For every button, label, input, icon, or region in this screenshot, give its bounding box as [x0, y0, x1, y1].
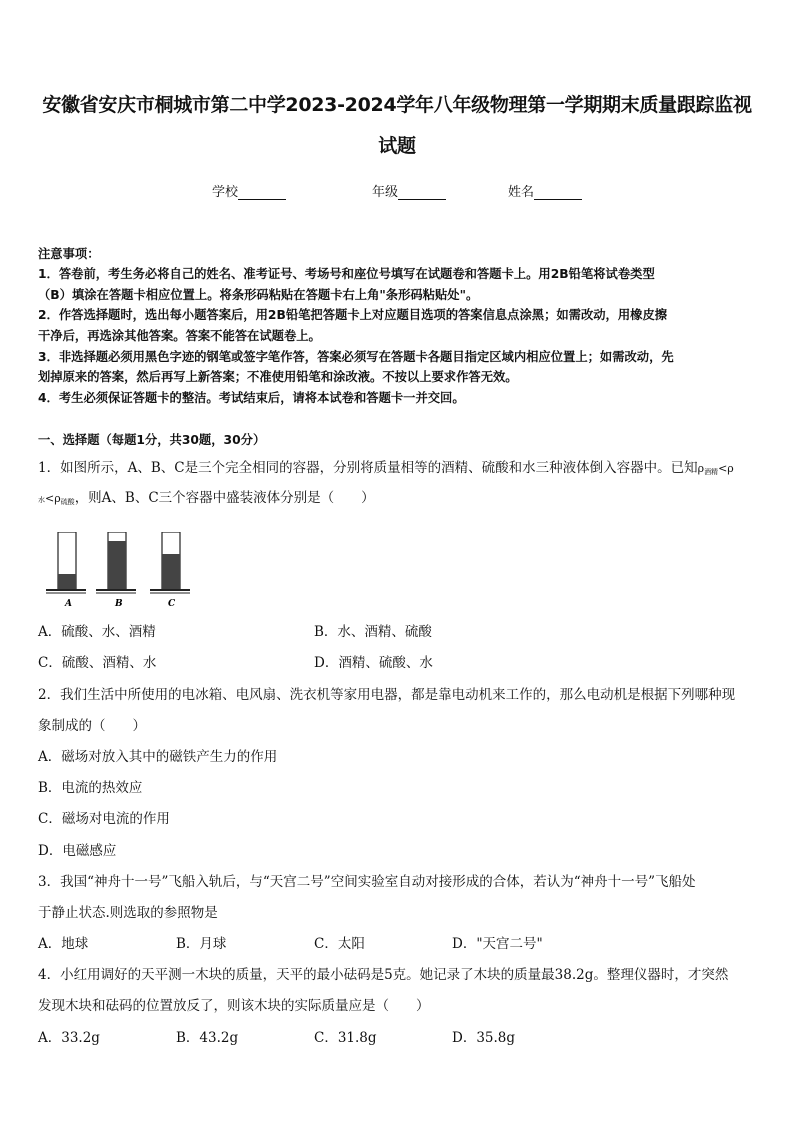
question-2-line1: 2．我们生活中所使用的电冰箱、电风扇、洗衣机等家用电器，都是靠电动机来工作的，那么电动机是根据下列哪种现 [38, 687, 736, 703]
containers-figure [40, 532, 200, 610]
question-1-option-a[interactable]: A．硫酸、水、酒精 [38, 624, 156, 640]
container-a [46, 532, 86, 609]
rho-symbol: ρ [697, 462, 705, 475]
question-1-line1 [38, 458, 758, 482]
question-1-option-d[interactable]: D．酒精、硫酸、水 [314, 655, 433, 671]
question-2-option-a[interactable]: A．磁场对放入其中的磁铁产生力的作用 [38, 749, 278, 765]
question-4-line2: 发现木块和砝码的位置放反了，则该木块的实际质量应是（ ） [38, 998, 430, 1014]
name-label: 姓名 [508, 185, 535, 200]
question-1-option-b[interactable]: B．水、酒精、硫酸 [314, 624, 432, 640]
question-1-text-end: ，则A、B、C三个容器中盛装液体分别是（ ） [74, 490, 375, 506]
rho-subscript-alcohol: 酒精 [704, 468, 719, 476]
less-than-rho: <ρ [45, 492, 61, 505]
question-4-option-b[interactable]: B．43.2g [176, 1030, 239, 1046]
section-heading: 一、选择题（每题1分，共30题，30分） [38, 433, 266, 447]
school-blank[interactable] [238, 185, 286, 200]
question-2-line2: 象制成的（ ） [38, 718, 146, 734]
label-b: B [115, 599, 123, 609]
question-4-line1: 4．小红用调好的天平测一木块的质量，天平的最小砝码是5克。她记录了木块的质量最38.2g。整理仪器时，才突然 [38, 967, 729, 983]
question-3-option-b[interactable]: B．月球 [176, 936, 227, 952]
label-a: A [65, 599, 72, 609]
notice-line: 划掉原来的答案，然后再写上新答案；不准使用铅笔和涂改液。不按以上要求作答无效。 [38, 370, 518, 384]
question-4-option-a[interactable]: A．33.2g [38, 1030, 100, 1046]
label-c: C [168, 599, 176, 609]
question-2-option-c[interactable]: C．磁场对电流的作用 [38, 811, 170, 827]
container-b [96, 532, 136, 609]
question-2-option-b[interactable]: B．电流的热效应 [38, 780, 143, 796]
school-label: 学校 [212, 185, 239, 200]
page-title-line1: 安徽省安庆市桐城市第二中学2023-2024学年八年级物理第一学期期末质量跟踪监视 [42, 94, 752, 116]
question-4-option-c[interactable]: C．31.8g [314, 1030, 377, 1046]
question-3-line1: 3．我国“神舟十一号”飞船入轨后，与“天宫二号”空间实验室自动对接形成的合体，若认为“神舟十一号”飞船处 [38, 874, 696, 890]
question-1-line2 [38, 488, 758, 512]
notice-line: 3．非选择题必须用黑色字迹的钢笔或签字笔作答，答案必须写在答题卡各题目指定区域内相应位置上；如需改动，先 [38, 350, 674, 364]
rho-subscript-water: 水 [38, 496, 45, 504]
name-blank[interactable] [534, 185, 582, 200]
notice-line: 4．考生必须保证答题卡的整洁。考试结束后，请将本试卷和答题卡一并交回。 [38, 391, 465, 405]
student-info-line [0, 181, 794, 201]
notice-line: 1．答卷前，考生务必将自己的姓名、准考证号、考场号和座位号填写在试题卷和答题卡上。用2B铅笔将试卷类型 [38, 267, 655, 281]
question-1-option-c[interactable]: C．硫酸、酒精、水 [38, 655, 157, 671]
question-1-text: 1．如图所示，A、B、C是三个完全相同的容器，分别将质量相等的酒精、硫酸和水三种液体倒入容器中。已知 [38, 460, 698, 476]
school-field[interactable] [212, 181, 286, 200]
question-3-line2: 于静止状态.则选取的参照物是 [38, 905, 218, 921]
grade-label: 年级 [372, 185, 399, 200]
name-field[interactable] [508, 181, 582, 200]
question-3-option-a[interactable]: A．地球 [38, 936, 89, 952]
page-title-line2: 试题 [378, 135, 416, 157]
question-4-option-d[interactable]: D．35.8g [452, 1030, 516, 1046]
notice-line: 2．作答选择题时，选出每小题答案后，用2B铅笔把答题卡上对应题目选项的答案信息点涂黑；如需改动，用橡皮擦 [38, 308, 668, 322]
notice-line: 干净后，再选涂其他答案。答案不能答在试题卷上。 [38, 329, 321, 343]
grade-field[interactable] [372, 181, 446, 200]
container-c [150, 532, 190, 609]
question-3-option-d[interactable]: D．"天宫二号" [452, 936, 543, 952]
question-3-option-c[interactable]: C．太阳 [314, 936, 365, 952]
less-than-rho: <ρ [718, 462, 734, 475]
notice-line: （B）填涂在答题卡相应位置上。将条形码粘贴在答题卡右上角"条形码粘贴处"。 [38, 288, 479, 302]
question-2-option-d[interactable]: D．电磁感应 [38, 843, 117, 859]
notice-heading: 注意事项： [38, 247, 100, 261]
grade-blank[interactable] [398, 185, 446, 200]
rho-subscript-sulfuric: 硫酸 [60, 498, 75, 506]
